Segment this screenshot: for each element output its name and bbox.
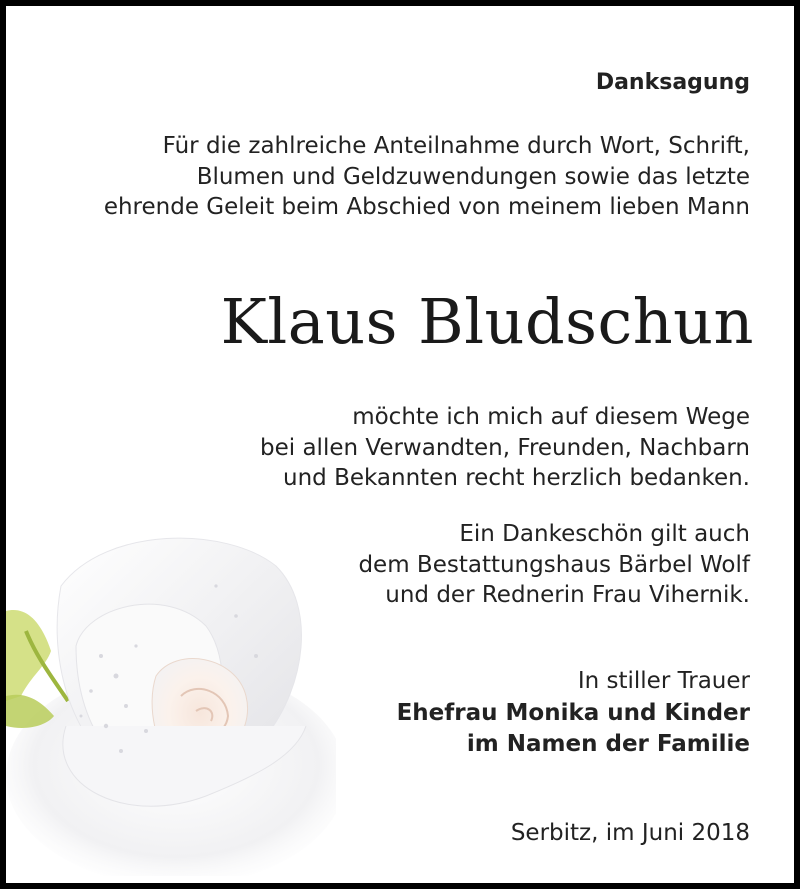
special-thanks-text [358, 519, 750, 611]
intro-line: Für die zahlreiche Anteilnahme durch Wort, Schrift, [162, 133, 750, 159]
intro-line: Blumen und Geldzuwendungen sowie das letzte [196, 163, 750, 190]
signer-line: Ehefrau Monika und Kinder [396, 700, 750, 726]
white-rose-icon [6, 526, 336, 876]
thanks-line: möchte ich mich auf diesem Wege [352, 404, 750, 430]
mourning-phrase: In stiller Trauer [577, 668, 750, 694]
place-date: Serbitz, im Juni 2018 [510, 820, 750, 846]
special-thanks-line: und der Rednerin Frau Vihernik. [385, 582, 750, 608]
intro-text [104, 131, 750, 223]
signer-line: im Namen der Familie [466, 730, 750, 757]
special-thanks-line: Ein Dankeschön gilt auch [459, 521, 750, 547]
heading: Danksagung [595, 70, 750, 95]
thanks-line: bei allen Verwandten, Freunden, Nachbarn [260, 434, 750, 461]
thanks-text [260, 402, 750, 494]
deceased-name: Klaus Bludschun [220, 285, 754, 358]
intro-line: ehrende Geleit beim Abschied von meinem lieben Mann [103, 194, 750, 220]
thanks-line: und Bekannten recht herzlich bedanken. [283, 465, 750, 491]
signers [397, 698, 750, 759]
special-thanks-line: dem Bestattungshaus Bärbel Wolf [358, 551, 750, 578]
